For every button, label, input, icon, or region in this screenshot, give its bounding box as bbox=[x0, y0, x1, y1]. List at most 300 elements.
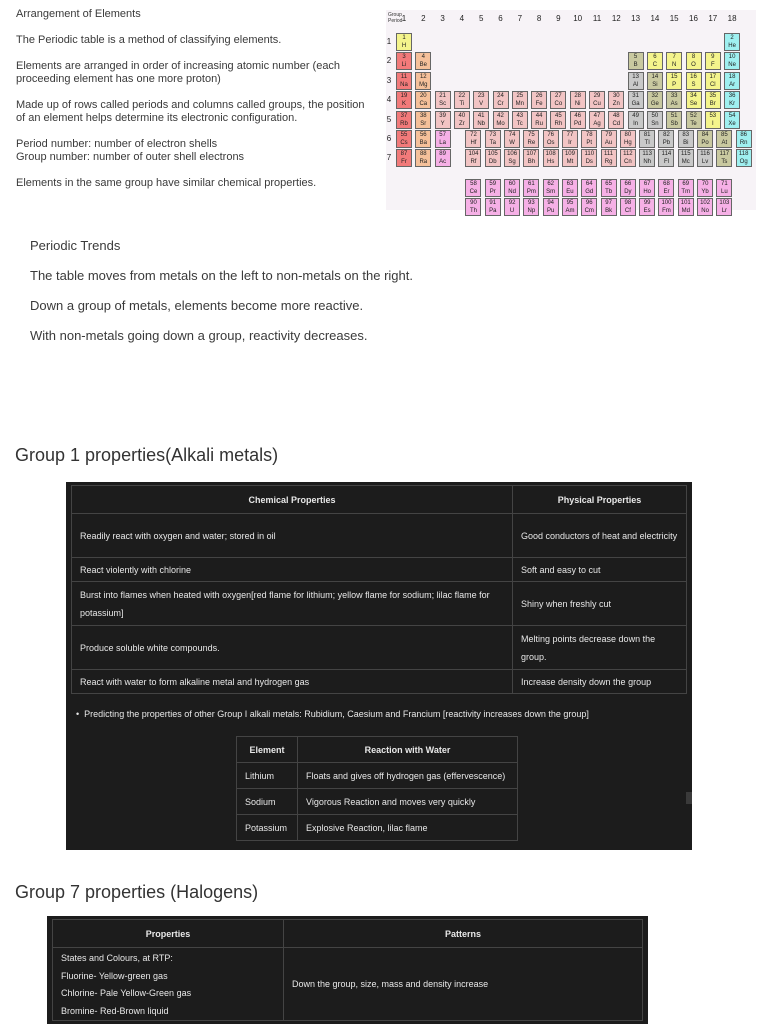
element-symbol: Pr bbox=[489, 188, 496, 195]
element-symbol: As bbox=[670, 101, 678, 108]
table-row bbox=[72, 558, 687, 582]
atomic-number: 2 bbox=[730, 35, 734, 41]
atomic-number: 53 bbox=[709, 112, 717, 119]
atomic-number: 71 bbox=[721, 180, 728, 187]
element-cell bbox=[523, 149, 539, 167]
element-symbol: Xe bbox=[728, 120, 736, 127]
element-cell bbox=[658, 198, 674, 216]
table-cell: Sodium bbox=[237, 789, 298, 815]
atomic-number: 38 bbox=[419, 112, 427, 119]
element-cell bbox=[523, 198, 539, 216]
element-symbol: Cl bbox=[709, 81, 716, 88]
element-cell bbox=[686, 72, 702, 90]
atomic-number: 45 bbox=[555, 112, 562, 119]
atomic-number: 56 bbox=[419, 132, 427, 138]
atomic-number: 61 bbox=[528, 180, 535, 187]
element-cell bbox=[435, 111, 451, 129]
element-cell bbox=[639, 130, 655, 148]
element-cell bbox=[465, 149, 481, 167]
element-symbol: Lr bbox=[721, 207, 728, 214]
group-number-label: 10 bbox=[573, 14, 583, 23]
element-symbol: Mn bbox=[515, 101, 524, 108]
atomic-number: 110 bbox=[584, 151, 595, 158]
element-symbol: Zn bbox=[612, 101, 620, 108]
element-symbol: Np bbox=[527, 207, 536, 214]
table-cell: React violently with chlorine bbox=[72, 558, 513, 582]
element-symbol: Es bbox=[643, 207, 651, 214]
atomic-number: 70 bbox=[701, 180, 709, 187]
element-symbol: B bbox=[633, 62, 638, 69]
element-cell bbox=[589, 111, 605, 129]
atomic-number: 64 bbox=[585, 180, 593, 187]
intro-paragraph: Elements are arranged in order of increasing atomic number (each proceeding element has one more proton) bbox=[16, 60, 341, 85]
element-cell bbox=[485, 179, 501, 197]
element-symbol: Ds bbox=[585, 159, 593, 166]
element-cell bbox=[581, 130, 597, 148]
atomic-number: 36 bbox=[728, 93, 736, 100]
atomic-number: 82 bbox=[663, 132, 670, 138]
element-cell bbox=[454, 111, 470, 129]
group-number-label: 2 bbox=[421, 14, 426, 23]
element-cell bbox=[686, 52, 702, 70]
element-cell bbox=[678, 179, 694, 197]
period-number-label: 1 bbox=[386, 37, 392, 46]
group-number-label: 3 bbox=[440, 14, 445, 23]
element-symbol: Be bbox=[419, 62, 427, 69]
element-symbol: Po bbox=[701, 140, 709, 146]
element-cell bbox=[705, 91, 721, 109]
property-line: Bromine- Red-Brown liquid bbox=[61, 1005, 169, 1016]
element-symbol: Eu bbox=[566, 188, 574, 195]
element-symbol: Ce bbox=[469, 188, 478, 195]
element-symbol: Hg bbox=[624, 140, 632, 146]
intro-paragraph: Made up of rows called periods and columns called groups, the position of an element helps determine its electronic configuration. bbox=[16, 99, 365, 124]
atomic-number: 80 bbox=[624, 132, 632, 138]
group-number-label: 14 bbox=[650, 14, 660, 23]
element-symbol: Ne bbox=[728, 62, 736, 69]
atomic-number: 30 bbox=[612, 93, 620, 100]
element-symbol: Lu bbox=[721, 188, 728, 195]
atomic-number: 98 bbox=[624, 199, 632, 206]
element-symbol: N bbox=[672, 62, 677, 69]
atomic-number: 104 bbox=[468, 151, 479, 158]
element-cell bbox=[658, 179, 674, 197]
element-symbol: P bbox=[672, 81, 677, 88]
element-cell bbox=[666, 91, 682, 109]
atomic-number: 103 bbox=[719, 199, 730, 206]
element-cell bbox=[415, 72, 431, 90]
atomic-number: 94 bbox=[547, 199, 555, 206]
atomic-number: 37 bbox=[400, 112, 408, 119]
atomic-number: 77 bbox=[566, 132, 574, 138]
element-symbol: Am bbox=[565, 207, 575, 214]
element-cell bbox=[465, 130, 481, 148]
atomic-number: 89 bbox=[439, 151, 446, 158]
atomic-number: 91 bbox=[489, 199, 497, 206]
period-number-label: 6 bbox=[386, 134, 392, 143]
table-row bbox=[53, 948, 643, 1021]
element-cell bbox=[678, 149, 694, 167]
element-cell bbox=[473, 91, 489, 109]
element-symbol: In bbox=[633, 120, 639, 127]
atomic-number: 1 bbox=[402, 35, 406, 41]
element-cell bbox=[601, 130, 617, 148]
element-symbol: Ag bbox=[593, 120, 601, 127]
element-symbol: Ni bbox=[574, 101, 581, 108]
element-symbol: Ta bbox=[489, 140, 496, 146]
atomic-number: 79 bbox=[605, 132, 612, 138]
element-cell bbox=[686, 91, 702, 109]
element-symbol: Se bbox=[689, 101, 698, 108]
element-cell bbox=[716, 179, 732, 197]
table-cell: Increase density down the group bbox=[513, 670, 687, 694]
element-cell bbox=[697, 198, 713, 216]
element-cell bbox=[601, 198, 617, 216]
table-row bbox=[237, 815, 518, 841]
atomic-number: 118 bbox=[738, 151, 749, 158]
element-symbol: Cf bbox=[624, 207, 631, 214]
element-symbol: Sg bbox=[508, 159, 516, 166]
element-cell bbox=[581, 149, 597, 167]
element-symbol: Re bbox=[527, 140, 536, 146]
trend-item: The table moves from metals on the left to non-metals on the right. bbox=[30, 268, 413, 283]
scroll-handle[interactable] bbox=[686, 792, 692, 804]
element-symbol: Cr bbox=[497, 101, 504, 108]
atomic-number: 19 bbox=[400, 93, 408, 100]
element-cell bbox=[639, 179, 655, 197]
element-symbol: Pu bbox=[547, 207, 555, 214]
atomic-number: 108 bbox=[545, 151, 556, 158]
atomic-number: 117 bbox=[719, 151, 730, 158]
table-row bbox=[72, 582, 687, 626]
trend-item: Down a group of metals, elements become more reactive. bbox=[30, 298, 364, 313]
element-cell bbox=[639, 149, 655, 167]
column-header: Element bbox=[237, 737, 298, 763]
group-number-label: 7 bbox=[517, 14, 523, 23]
element-cell bbox=[608, 111, 624, 129]
element-symbol: Db bbox=[488, 159, 497, 166]
element-cell bbox=[724, 52, 740, 70]
element-symbol: Ts bbox=[721, 159, 728, 166]
atomic-number: 68 bbox=[663, 180, 670, 187]
atomic-number: 7 bbox=[672, 54, 676, 61]
element-cell bbox=[620, 198, 636, 216]
group-number-label: 5 bbox=[478, 14, 484, 23]
period-number-label: 3 bbox=[386, 75, 392, 85]
element-cell bbox=[697, 149, 713, 167]
element-cell bbox=[608, 91, 624, 109]
element-cell bbox=[396, 52, 412, 70]
element-cell bbox=[601, 179, 617, 197]
atomic-number: 51 bbox=[670, 112, 678, 119]
element-cell bbox=[435, 91, 451, 109]
column-header: Chemical Properties bbox=[72, 486, 513, 514]
atomic-number: 14 bbox=[651, 73, 659, 80]
element-symbol: Gd bbox=[585, 188, 594, 195]
group7-panel bbox=[47, 916, 648, 1024]
element-cell bbox=[473, 111, 489, 129]
element-cell bbox=[454, 91, 470, 109]
element-cell bbox=[647, 111, 663, 129]
atomic-number: 85 bbox=[721, 132, 728, 138]
element-symbol: Pa bbox=[489, 207, 497, 214]
element-symbol: Tc bbox=[516, 120, 523, 127]
period-number-label: 4 bbox=[386, 95, 392, 105]
element-symbol: C bbox=[652, 62, 658, 69]
element-cell bbox=[601, 149, 617, 167]
atomic-number: 111 bbox=[604, 151, 614, 158]
atomic-number: 39 bbox=[439, 112, 446, 119]
element-symbol: Ir bbox=[568, 140, 572, 146]
element-symbol: Fr bbox=[401, 159, 407, 166]
atomic-number: 97 bbox=[605, 199, 612, 206]
element-cell bbox=[435, 149, 451, 167]
element-symbol: Sr bbox=[420, 120, 427, 127]
element-symbol: Md bbox=[681, 207, 690, 214]
element-cell bbox=[562, 198, 578, 216]
element-symbol: I bbox=[711, 120, 714, 127]
element-symbol: Cu bbox=[593, 101, 601, 108]
group-axis-label: Group bbox=[388, 12, 402, 18]
element-symbol: Kr bbox=[729, 101, 736, 108]
element-symbol: Fl bbox=[663, 159, 669, 166]
element-cell bbox=[724, 111, 740, 129]
element-cell bbox=[666, 72, 682, 90]
group-number-label: 17 bbox=[708, 14, 718, 23]
period-axis-label: Period bbox=[388, 18, 403, 24]
element-symbol: Nh bbox=[643, 159, 651, 166]
group-number-label: 13 bbox=[631, 14, 641, 23]
element-symbol: Ca bbox=[419, 101, 428, 108]
atomic-number: 115 bbox=[680, 151, 691, 158]
table-cell: Potassium bbox=[237, 815, 298, 841]
element-symbol: Al bbox=[632, 81, 639, 88]
atomic-number: 20 bbox=[419, 93, 427, 100]
atomic-number: 109 bbox=[564, 151, 575, 158]
intro-paragraph: The Periodic table is a method of classifying elements. bbox=[16, 34, 282, 46]
element-symbol: Ra bbox=[419, 159, 428, 166]
element-cell bbox=[686, 111, 702, 129]
element-cell bbox=[697, 130, 713, 148]
element-symbol: Mc bbox=[681, 159, 690, 166]
trend-item: With non-metals going down a group, reactivity decreases. bbox=[30, 328, 368, 343]
element-symbol: Sb bbox=[670, 120, 678, 127]
group-number-label: 18 bbox=[727, 14, 737, 23]
table-row bbox=[72, 514, 687, 558]
column-header: Properties bbox=[53, 920, 284, 948]
period-number-label: 2 bbox=[386, 56, 392, 66]
element-symbol: U bbox=[509, 207, 515, 214]
element-cell bbox=[697, 179, 713, 197]
element-symbol: Tm bbox=[681, 188, 691, 195]
group-number-label: 16 bbox=[689, 14, 698, 23]
table-cell: Floats and gives off hydrogen gas (effervescence) bbox=[298, 763, 518, 789]
element-symbol: Mg bbox=[419, 81, 428, 88]
atomic-number: 4 bbox=[421, 54, 425, 61]
group7-heading: Group 7 properties (Halogens) bbox=[15, 882, 259, 902]
element-symbol: Cm bbox=[584, 207, 594, 214]
element-cell bbox=[435, 130, 451, 148]
group1-properties-table bbox=[71, 485, 687, 694]
table-cell: Good conductors of heat and electricity bbox=[513, 514, 687, 558]
element-cell bbox=[589, 91, 605, 109]
bullet-text: Predicting the properties of other Group I alkali metals: Rubidium, Caesium and Francium [reactivity increases down the group] bbox=[84, 709, 589, 719]
element-symbol: Pm bbox=[526, 188, 536, 195]
property-line: Fluorine- Yellow-green gas bbox=[61, 970, 168, 981]
atomic-number: 13 bbox=[632, 73, 639, 80]
atomic-number: 65 bbox=[605, 180, 612, 187]
periodic-table bbox=[386, 10, 756, 214]
atomic-number: 58 bbox=[470, 180, 477, 187]
element-cell bbox=[523, 130, 539, 148]
group1-bullet bbox=[76, 709, 589, 719]
element-cell bbox=[543, 149, 559, 167]
atomic-number: 47 bbox=[593, 112, 601, 119]
atomic-number: 75 bbox=[528, 132, 535, 138]
atomic-number: 96 bbox=[585, 199, 593, 206]
group-number-label: 6 bbox=[498, 14, 503, 23]
element-cell bbox=[396, 130, 412, 148]
atomic-number: 42 bbox=[497, 112, 504, 119]
table-cell: Soft and easy to cut bbox=[513, 558, 687, 582]
atomic-number: 112 bbox=[623, 151, 633, 158]
atomic-number: 43 bbox=[516, 112, 524, 119]
element-symbol: Br bbox=[709, 101, 716, 108]
intro-paragraph: Period number: number of electron shells bbox=[16, 138, 218, 150]
group7-properties-table bbox=[52, 919, 643, 1021]
element-symbol: Ge bbox=[650, 101, 659, 108]
element-symbol: Si bbox=[652, 81, 658, 88]
element-cell bbox=[493, 111, 509, 129]
intro-section bbox=[16, 8, 376, 203]
element-symbol: H bbox=[401, 43, 407, 49]
atomic-number: 25 bbox=[516, 93, 524, 100]
element-symbol: Og bbox=[739, 159, 748, 166]
element-cell bbox=[570, 91, 586, 109]
element-symbol: Ga bbox=[631, 101, 640, 108]
element-symbol: Rn bbox=[739, 140, 748, 146]
periodic-trends bbox=[30, 238, 413, 358]
element-symbol: Ar bbox=[729, 81, 736, 88]
element-cell bbox=[639, 198, 655, 216]
atomic-number: 23 bbox=[477, 93, 485, 100]
element-symbol: Co bbox=[554, 101, 563, 108]
atomic-number: 21 bbox=[439, 93, 446, 100]
atomic-number: 101 bbox=[680, 199, 691, 206]
table-cell: Burst into flames when heated with oxygen[red flame for lithium; yellow flame for sodium; lilac flame for potassium] bbox=[72, 582, 513, 626]
table-cell: Vigorous Reaction and moves very quickly bbox=[298, 789, 518, 815]
table-row bbox=[237, 789, 518, 815]
element-symbol: Bh bbox=[527, 159, 536, 166]
element-symbol: Yb bbox=[701, 188, 709, 195]
element-cell bbox=[485, 149, 501, 167]
table-cell: Melting points decrease down the group. bbox=[513, 626, 687, 670]
atomic-number: 57 bbox=[439, 132, 446, 138]
atomic-number: 88 bbox=[419, 151, 427, 158]
element-symbol: Cn bbox=[624, 159, 632, 166]
group1-heading: Group 1 properties(Alkali metals) bbox=[15, 445, 279, 465]
element-cell bbox=[415, 52, 431, 70]
atomic-number: 73 bbox=[489, 132, 497, 138]
element-symbol: Sm bbox=[546, 188, 556, 195]
intro-paragraph: Group number: number of outer shell electrons bbox=[16, 151, 245, 163]
element-symbol: Ba bbox=[419, 140, 427, 146]
atomic-number: 102 bbox=[700, 199, 711, 206]
element-cell bbox=[493, 91, 509, 109]
element-cell bbox=[705, 72, 721, 90]
atomic-number: 22 bbox=[458, 93, 466, 100]
element-symbol: Hs bbox=[547, 159, 555, 166]
element-cell bbox=[678, 130, 694, 148]
atomic-number: 90 bbox=[470, 199, 477, 206]
atomic-number: 78 bbox=[585, 132, 593, 138]
atomic-number: 69 bbox=[682, 180, 690, 187]
element-symbol: Tb bbox=[605, 188, 613, 195]
atomic-number: 72 bbox=[470, 132, 477, 138]
element-symbol: Fe bbox=[535, 101, 543, 108]
table-cell: Produce soluble white compounds. bbox=[72, 626, 513, 670]
atomic-number: 87 bbox=[400, 151, 408, 158]
element-symbol: Te bbox=[690, 120, 697, 127]
element-cell bbox=[716, 149, 732, 167]
element-cell bbox=[504, 179, 520, 197]
element-cell bbox=[716, 198, 732, 216]
atomic-number: 40 bbox=[458, 112, 466, 119]
element-cell bbox=[581, 179, 597, 197]
element-symbol: Na bbox=[400, 81, 408, 88]
element-cell bbox=[705, 111, 721, 129]
element-symbol: Th bbox=[469, 207, 477, 214]
atomic-number: 100 bbox=[661, 199, 672, 206]
element-cell bbox=[465, 179, 481, 197]
atomic-number: 46 bbox=[574, 112, 582, 119]
group-number-label: 1 bbox=[401, 14, 407, 23]
atomic-number: 32 bbox=[651, 93, 659, 100]
table-row bbox=[72, 670, 687, 694]
atomic-number: 34 bbox=[690, 93, 697, 100]
table-row bbox=[72, 626, 687, 670]
atomic-number: 31 bbox=[632, 93, 639, 100]
element-symbol: Y bbox=[440, 120, 445, 127]
atomic-number: 9 bbox=[711, 54, 715, 61]
element-cell bbox=[666, 111, 682, 129]
atomic-number: 81 bbox=[643, 132, 651, 138]
element-symbol: Tl bbox=[644, 140, 650, 146]
bullet-icon: • bbox=[76, 709, 80, 719]
element-symbol: F bbox=[710, 62, 715, 69]
intro-title: Arrangement of Elements bbox=[16, 8, 141, 20]
element-symbol: Cs bbox=[400, 140, 408, 146]
element-cell bbox=[716, 130, 732, 148]
element-symbol: Mt bbox=[566, 159, 574, 166]
group-number-label: 15 bbox=[669, 14, 679, 23]
table-cell bbox=[53, 948, 284, 1021]
element-cell bbox=[724, 91, 740, 109]
element-cell bbox=[628, 52, 644, 70]
period-number-label: 7 bbox=[386, 153, 392, 163]
element-cell bbox=[647, 52, 663, 70]
atomic-number: 52 bbox=[690, 112, 697, 119]
element-symbol: Nd bbox=[508, 188, 516, 195]
atomic-number: 106 bbox=[507, 151, 518, 158]
element-cell bbox=[396, 149, 412, 167]
element-cell bbox=[415, 91, 431, 109]
atomic-number: 48 bbox=[612, 112, 620, 119]
element-cell bbox=[504, 130, 520, 148]
element-symbol: No bbox=[701, 207, 709, 214]
element-symbol: Pt bbox=[586, 140, 593, 146]
atomic-number: 10 bbox=[728, 54, 736, 61]
